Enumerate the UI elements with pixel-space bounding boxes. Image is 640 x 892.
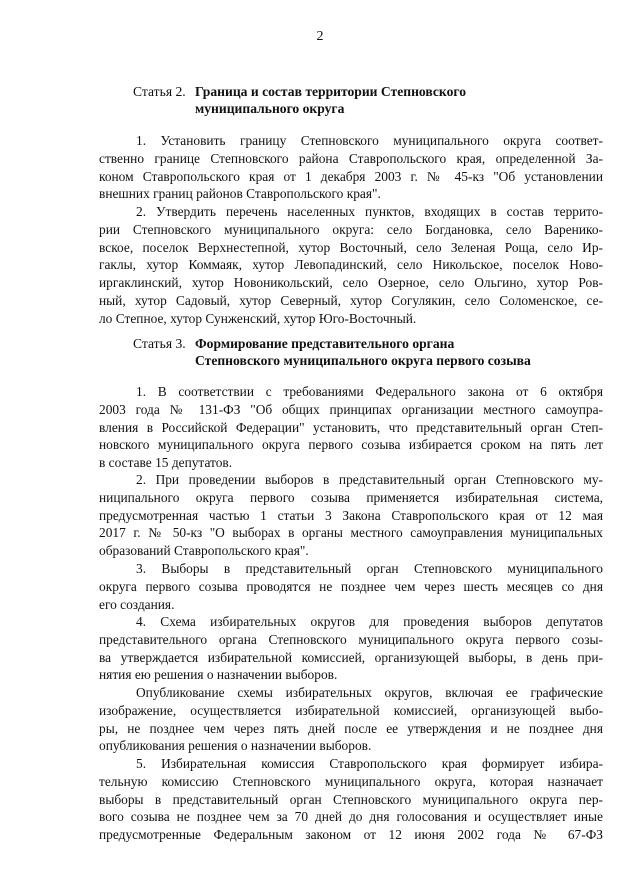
article-3-paragraph-6 (99, 755, 603, 844)
article-2-title-line: Граница и состав территории Степновского (195, 84, 466, 99)
article-3-title (195, 335, 531, 369)
text-line: 2003 года № 131-ФЗ "Об общих принципах организации местного самоупра- (99, 401, 603, 417)
page-number: 2 (316, 29, 324, 44)
text-line: 1. В соответствии с требованиями Федерального закона от 6 октября (136, 384, 603, 399)
text-line: вого созыва не позднее чем за 70 дней до дня голосования и осуществляет иные (99, 809, 603, 825)
article-3-paragraph-3 (99, 560, 603, 613)
article-3-paragraph-1 (99, 383, 603, 472)
text-line: вления в Российской Федерации" установить, что представительный орган Степ- (99, 419, 603, 435)
text-line: 4. Схема избирательных округов для проведения выборов депутатов (136, 614, 603, 629)
text-line: предусмотренная частью 1 статьи 3 Закона Ставропольского края от 12 мая (99, 507, 603, 523)
article-3-paragraph-2 (99, 471, 603, 560)
text-line: ный, хутор Садовый, хутор Северный, хутор Согулякин, село Соломенское, се- (99, 292, 603, 308)
text-line: выборы в представительный орган Степновского муниципального округа пер- (99, 791, 603, 807)
text-line: иргаклинский, хутор Новоникольский, село Озерное, село Ольгино, хутор Ров- (99, 275, 603, 291)
text-line: ственно границе Степновского района Ставропольского края, определенной За- (99, 150, 603, 166)
text-line: внешних границ районов Ставропольского края". (99, 186, 381, 202)
text-line: 2. Утвердить перечень населенных пунктов, входящих в состав террито- (136, 204, 603, 219)
text-line: 1. Установить границу Степновского муниципального округа соответ- (136, 133, 603, 148)
text-line: новского муниципального округа первого созыва избирается сроком на пять лет (99, 437, 603, 453)
article-2-title-line: муниципального округа (195, 101, 345, 116)
text-line: гаклы, хутор Коммаяк, хутор Левопадинский, село Никольское, поселок Ново- (99, 257, 603, 273)
article-3-paragraph-4 (99, 613, 603, 684)
text-line: нятия ею решения о назначении выборов. (99, 667, 338, 683)
article-2-paragraph-1 (99, 132, 603, 203)
text-line: образований Ставропольского края". (99, 543, 309, 559)
text-line: ва утверждается избирательной комиссией, организующей выборы, в день при- (99, 649, 603, 665)
text-line: 3. Выборы в представительный орган Степновского муниципального (136, 561, 603, 576)
article-2-title (195, 83, 466, 117)
article-3-label: Статья 3. (133, 336, 186, 351)
article-3-title-line: Формирование представительного органа (195, 336, 455, 351)
text-line: 2. При проведении выборов в представительный орган Степновского му- (136, 472, 603, 487)
text-line: предусмотренные Федеральным законом от 12 июня 2002 года № 67-ФЗ (99, 827, 603, 843)
text-line: представительного органа Степновского муниципального округа первого созы- (99, 631, 603, 647)
text-line: 5. Избирательная комиссия Ставропольского края формирует избира- (136, 756, 603, 771)
text-line: вское, поселок Верхнестепной, хутор Восточный, село Зеленая Роща, село Ир- (99, 239, 603, 255)
article-3-paragraph-5 (99, 684, 603, 755)
text-line: округа первого созыва проводятся не позднее чем через шесть месяцев со дня (99, 578, 603, 594)
text-line: его создания. (99, 596, 175, 612)
text-line: рии Степновского муниципального округа: село Богдановка, село Варенико- (99, 221, 603, 237)
text-line: ниципального округа первого созыва применяется избирательная система, (99, 489, 603, 505)
text-line: опубликования решения о назначении выборов. (99, 738, 372, 754)
text-line: изображение, осуществляется избирательной комиссией, организующей выбо- (99, 702, 603, 718)
text-line: ры, не позднее чем через пять дней после ее утверждения и не позднее дня (99, 720, 603, 736)
text-line: Опубликование схемы избирательных округов, включая ее графические (136, 685, 603, 700)
article-2-paragraph-2 (99, 203, 603, 328)
article-2-label: Статья 2. (133, 84, 186, 99)
text-line: ло Степное, хутор Сунженский, хутор Юго-Восточный. (99, 310, 417, 326)
text-line: в составе 15 депутатов. (99, 455, 233, 471)
text-line: тельную комиссию Степновского муниципального округа, которая назначает (99, 773, 603, 789)
text-line: 2017 г. № 50-кз "О выборах в органы местного самоуправления муниципальных (99, 525, 603, 541)
article-3-title-line: Степновского муниципального округа первого созыва (195, 353, 531, 368)
text-line: коном Ставропольского края от 1 декабря 2003 г. № 45-кз "Об установлении (99, 168, 603, 184)
